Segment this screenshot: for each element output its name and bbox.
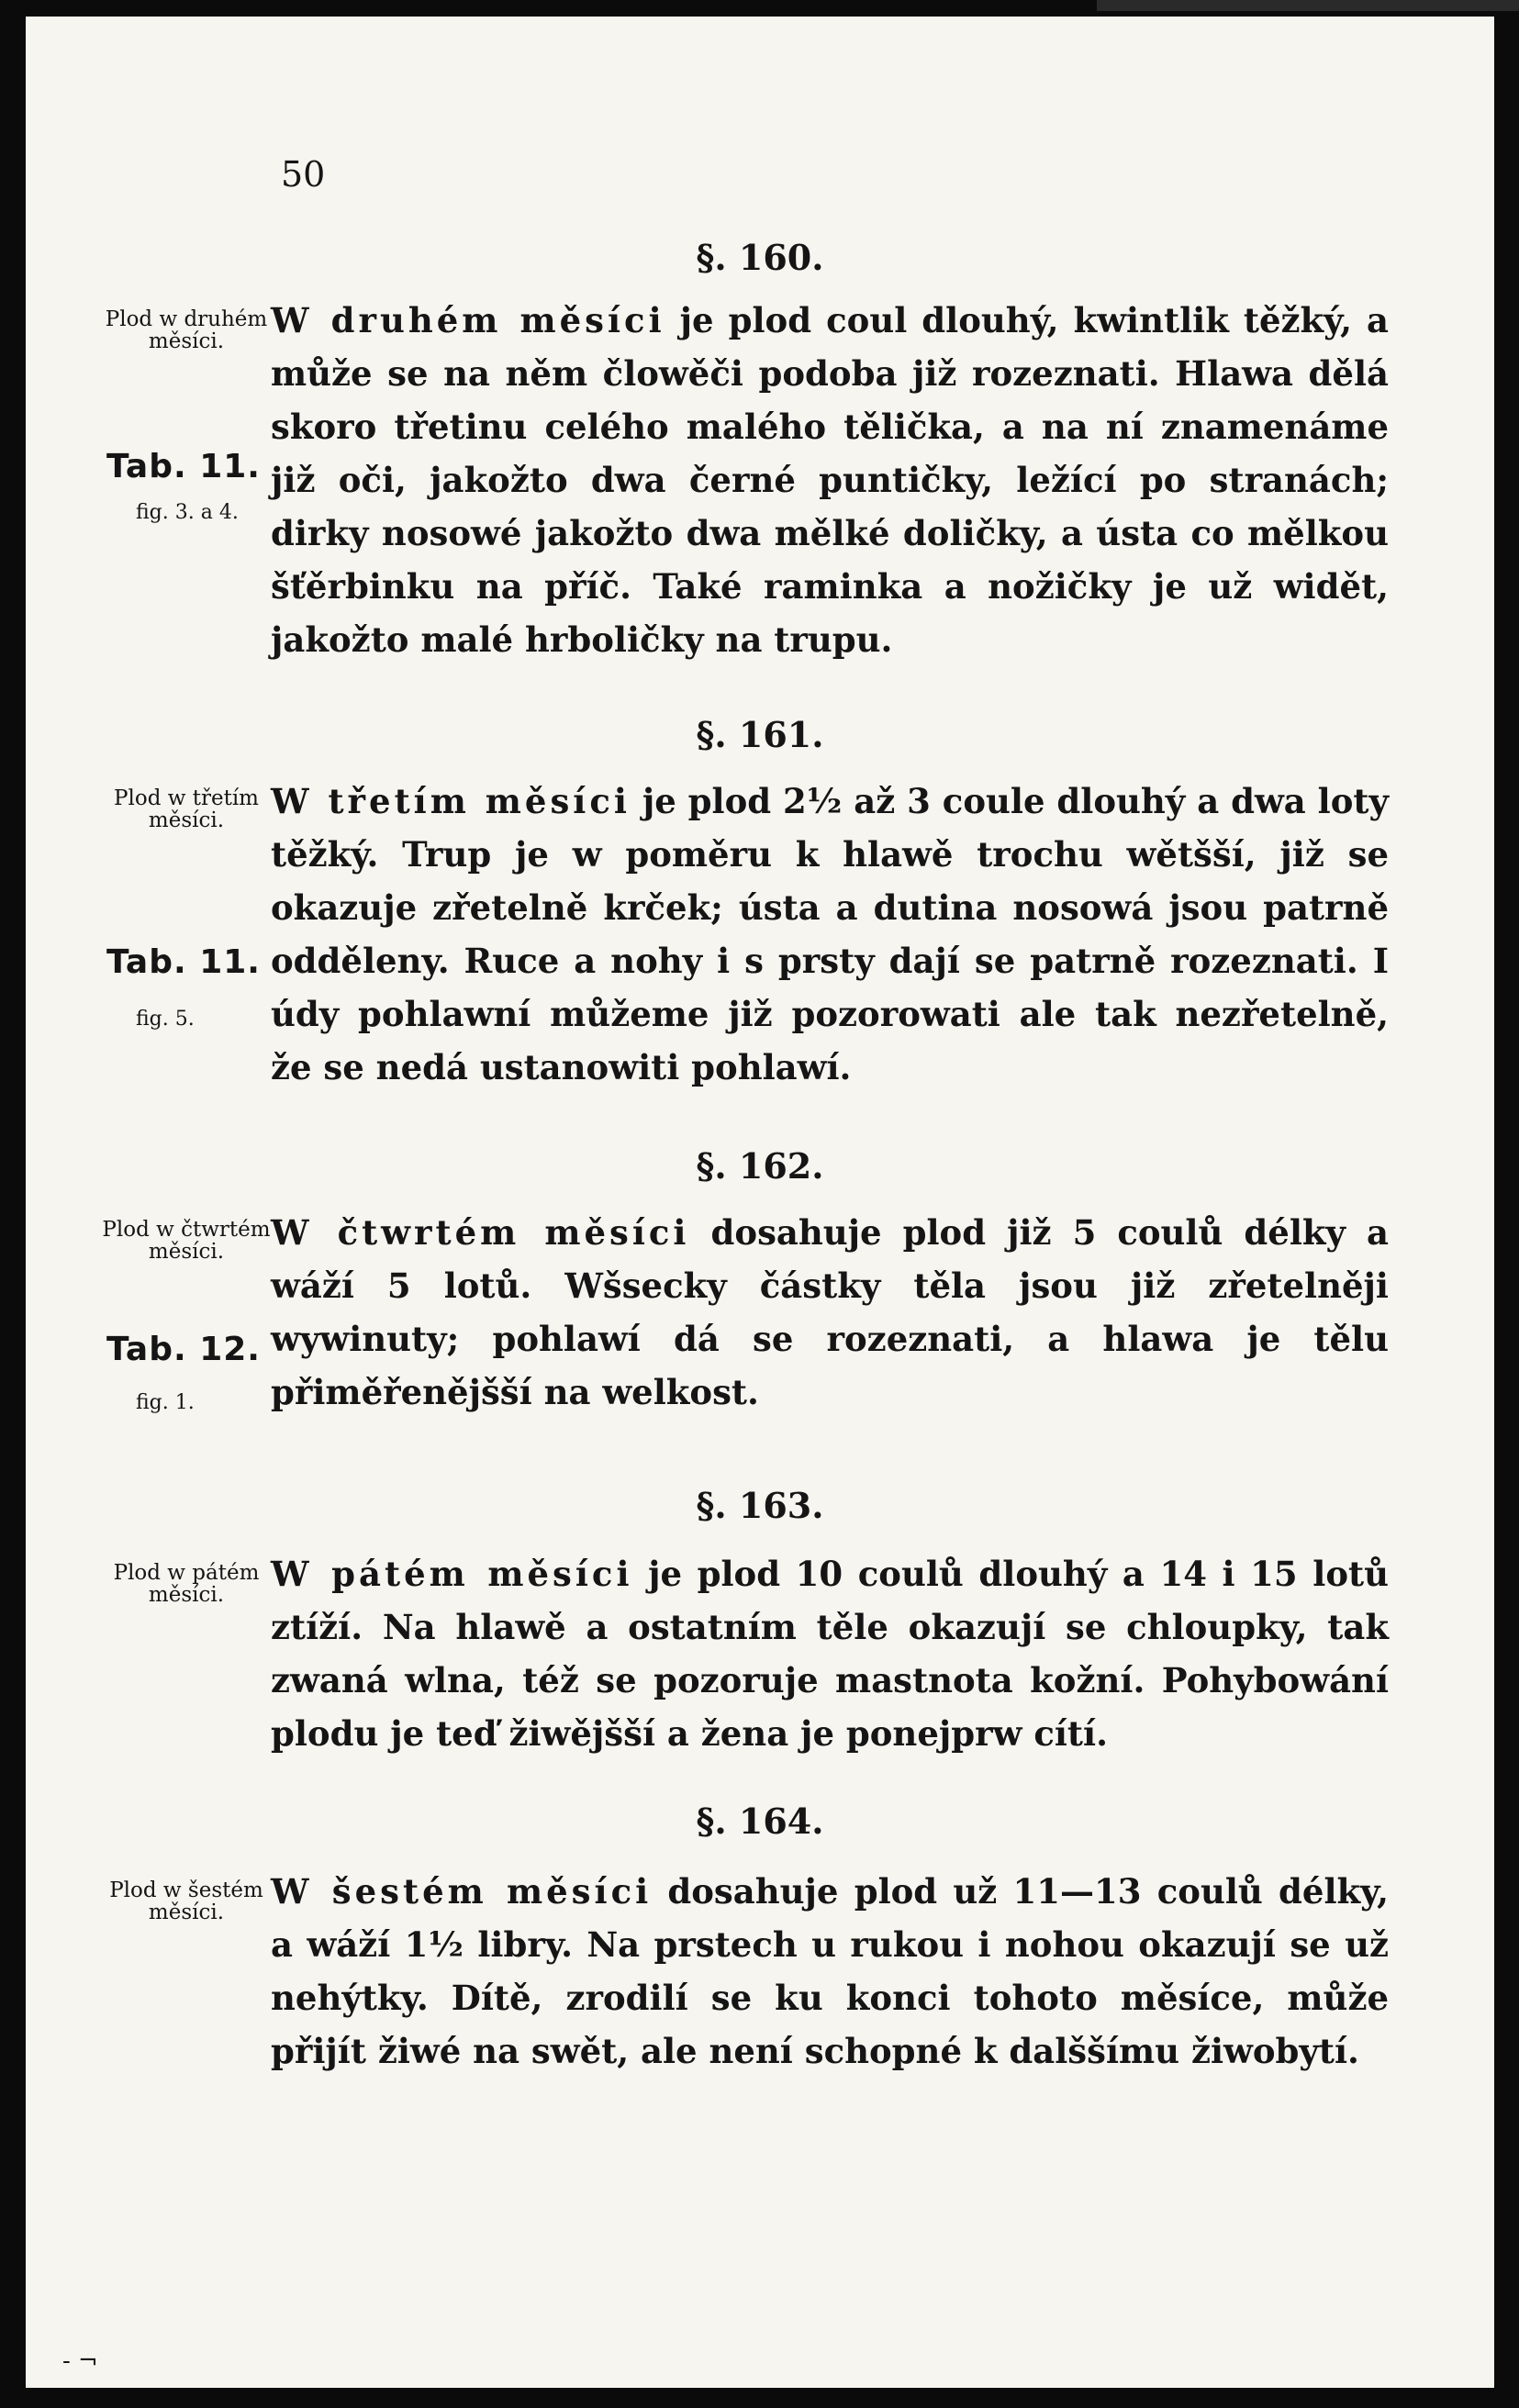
paragraph-161 (271, 775, 1389, 1094)
paragraph-body: je plod 2½ až 3 coule dlouhý a dwa loty těžký. Trup je w poměru k hlawě trochu wětšší, již se okazuje zřetelně krček; ústa a dutina nosowá jsou patrně odděleny. Ruce a nohy i s prsty dají se patrně rozeznati. I údy pohlawní můžeme již pozorowati ale tak nezřetelně, že se nedá ustanowiti pohlawí. (271, 781, 1389, 1087)
section-heading-164: §. 164. (696, 1800, 824, 1842)
paragraph-lead: W šestém měsíci (271, 1871, 653, 1912)
paragraph-body: dosahuje plod už 11—13 coulů délky, a wáží 1½ libry. Na prstech u rukou i nohou okazují se už nehýtky. Dítě, zrodilí se ku konci tohoto měsíce, může přijít žiwé na swět, ale není schopné k dalššímu žiwobytí. (271, 1871, 1389, 2071)
section-heading-161: §. 161. (696, 714, 824, 755)
paragraph-lead: W třetím měsíci (271, 781, 631, 821)
margin-note-160: Plod w druhém měsíci. (105, 307, 268, 353)
section-heading-160: §. 160. (696, 237, 824, 278)
paragraph-body: je plod 10 coulů dlouhý a 14 i 15 lotů ztíží. Na hlawě a ostatním těle okazují se chloupky, tak zwaná wlna, též se pozoruje mastnota kožní. Pohybowání plodu je teď žiwějšší a žena je ponejprw cítí. (271, 1554, 1389, 1754)
paragraph-lead: W druhém měsíci (271, 300, 665, 340)
margin-note-161: Plod w třetím měsíci. (114, 786, 259, 832)
paragraph-lead: W pátém měsíci (271, 1554, 633, 1594)
paragraph-lead: W čtwrtém měsíci (271, 1212, 690, 1253)
tab-reference-161: Tab. 11. (106, 943, 261, 981)
scan-edge (1097, 0, 1519, 11)
tab-reference-160: Tab. 11. (106, 448, 261, 485)
section-heading-162: §. 162. (696, 1145, 824, 1187)
page-number: 50 (281, 154, 326, 195)
paragraph-160 (271, 294, 1389, 666)
fig-reference-160: fig. 3. a 4. (136, 501, 239, 524)
fig-reference-162: fig. 1. (136, 1391, 195, 1414)
corner-mark: - ¬ (62, 2347, 98, 2375)
book-page (26, 17, 1494, 2388)
paragraph-162 (271, 1206, 1389, 1419)
paragraph-163 (271, 1547, 1389, 1760)
paragraph-body: dosahuje plod již 5 coulů délky a wáží 5 lotů. Wšsecky částky těla jsou již zřetelněji wywinuty; pohlawí dá se rozeznati, a hlawa je tělu přiměřenějšší na welkost. (271, 1212, 1389, 1412)
fig-reference-161: fig. 5. (136, 1008, 195, 1031)
margin-note-162: Plod w čtwrtém měsíci. (102, 1218, 271, 1264)
tab-reference-162: Tab. 12. (106, 1331, 261, 1368)
paragraph-164 (271, 1865, 1389, 2078)
paragraph-body: je plod coul dlouhý, kwintlik těžký, a může se na něm člowěči podoba již rozeznati. Hlawa dělá skoro třetinu celého malého tělička, a na ní znamenáme již oči, jakožto dwa černé puntičky, ležící po stranách; dirky nosowé jakožto dwa mělké doličky, a ústa co mělkou šťěrbinku na příč. Také raminka a nožičky je už widět, jakožto malé hrboličky na trupu. (271, 300, 1389, 660)
margin-note-164: Plod w šestém měsíci. (109, 1878, 263, 1924)
margin-note-163: Plod w pátém měsíci. (113, 1561, 260, 1607)
section-heading-163: §. 163. (696, 1485, 824, 1526)
